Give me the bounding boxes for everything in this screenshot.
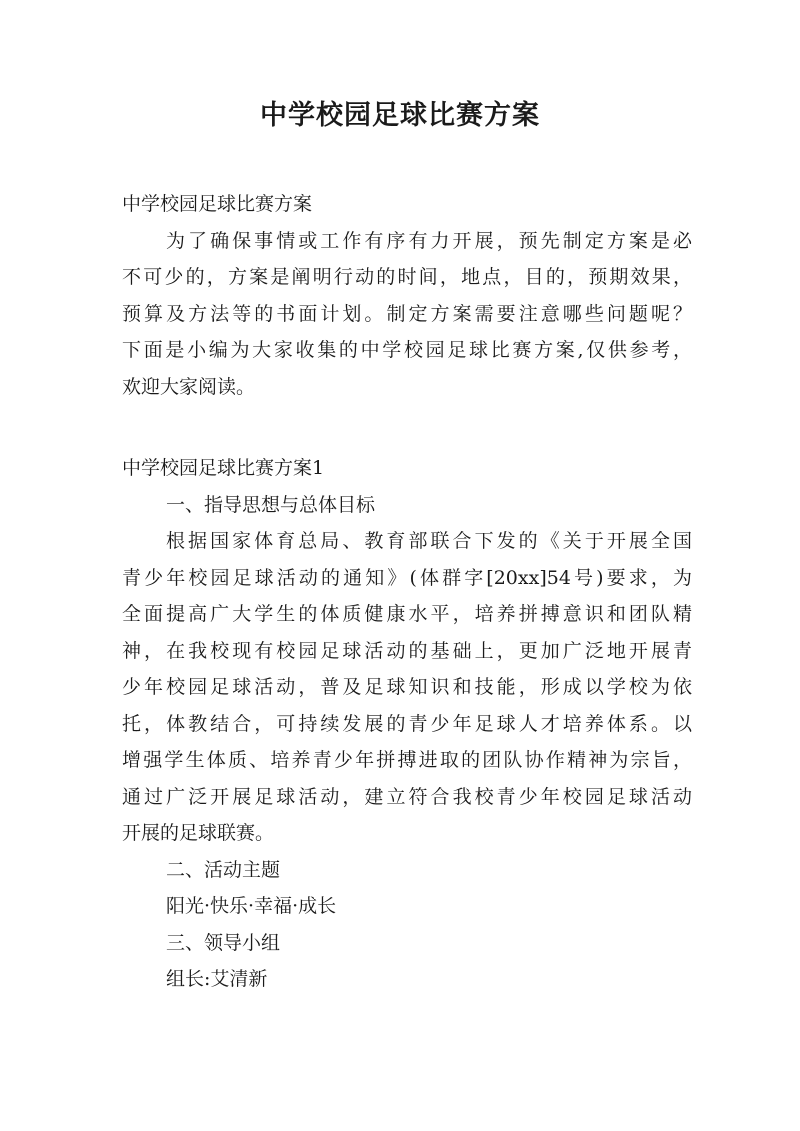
section-heading: 三、领导小组	[166, 931, 281, 954]
theme-text: 阳光·快乐·幸福·成长	[166, 895, 337, 917]
paragraph-line: 为了确保事情或工作有序有力开展，预先制定方案是必	[166, 229, 692, 252]
paragraph-line: 通过广泛开展足球活动，建立符合我校青少年校园足球活动	[122, 785, 692, 808]
section-heading: 二、活动主题	[166, 858, 281, 881]
paragraph-line: 增强学生体质、培养青少年拼搏进取的团队协作精神为宗旨，	[122, 749, 692, 771]
paragraph-line: 欢迎大家阅读。	[122, 375, 256, 398]
paragraph-line: 全面提高广大学生的体质健康水平，培养拼搏意识和团队精	[122, 603, 692, 625]
section-heading: 一、指导思想与总体目标	[166, 493, 376, 516]
document-title: 中学校园足球比赛方案	[260, 100, 540, 131]
paragraph-line: 根据国家体育总局、教育部联合下发的《关于开展全国	[166, 530, 692, 552]
paragraph-line: 不可少的，方案是阐明行动的时间，地点，目的，预期效果，	[122, 266, 692, 288]
intro-section	[122, 186, 692, 405]
paragraph-line: 下面是小编为大家收集的中学校园足球比赛方案,仅供参考，	[122, 339, 692, 361]
subheading: 中学校园足球比赛方案	[122, 193, 313, 215]
leader-text: 组长:艾清新	[166, 968, 268, 990]
subheading: 中学校园足球比赛方案1	[122, 457, 325, 479]
paragraph-line: 开展的足球联赛。	[122, 822, 275, 844]
paragraph-line: 少年校园足球活动，普及足球知识和技能，形成以学校为依	[122, 676, 692, 698]
plan-1-section	[122, 450, 692, 998]
paragraph-line: 托，体教结合，可持续发展的青少年足球人才培养体系。以	[122, 712, 692, 735]
paragraph-line: 预算及方法等的书面计划。制定方案需要注意哪些问题呢？	[122, 302, 692, 325]
paragraph-line: 神，在我校现有校园足球活动的基础上，更加广泛地开展青	[122, 639, 692, 662]
paragraph-line: 青少年校园足球活动的通知》(体群字[20xx]54号)要求，为	[122, 566, 692, 589]
